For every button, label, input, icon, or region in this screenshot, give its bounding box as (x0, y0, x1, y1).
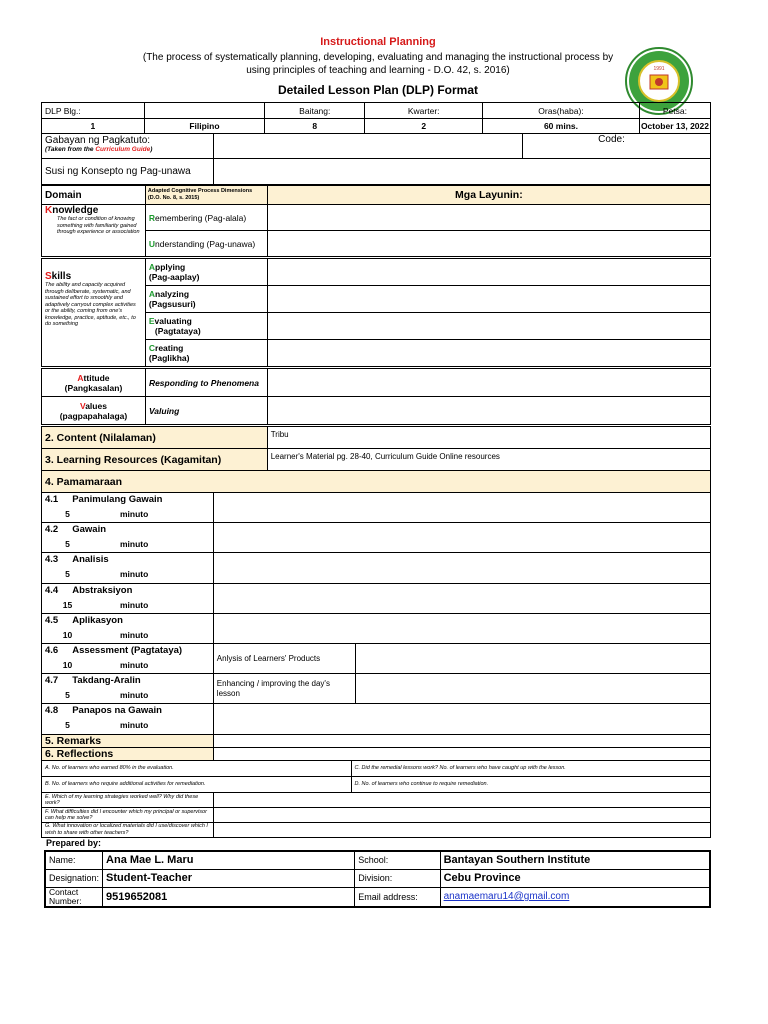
division-label: Division: (355, 869, 440, 887)
remarks-label: 5. Remarks (42, 735, 214, 748)
prepared-table (44, 850, 711, 908)
step-unit: minuto (120, 539, 149, 550)
analyzing-label: Analyzing (Pagsusuri) (145, 286, 267, 313)
skills-label: Skills (45, 271, 72, 282)
resources-label: 3. Learning Resources (Kagamitan) (42, 449, 268, 471)
evaluating-label: Evaluating (Pagtataya) (145, 313, 267, 340)
procedure-label: 4. Pamamaraan (42, 471, 711, 493)
step-mins: 15 (62, 599, 73, 610)
guide-note: (Taken from the Curriculum Guide) (45, 146, 153, 153)
school-label: School: (355, 851, 440, 869)
remembering-label: Remembering (Pag-alala) (145, 205, 267, 231)
reflections-grid (41, 760, 711, 793)
dlp-value: 1 (42, 119, 145, 134)
dlp-label: DLP Blg.: (42, 103, 145, 119)
step-mins: 5 (65, 690, 70, 701)
step-unit: minuto (120, 629, 149, 640)
reflection-d: D. No. of learners who continue to require remediation. (351, 777, 710, 793)
step-name: Aplikasyon (72, 614, 123, 626)
header-subtitle: (The process of systematically planning, developing, evaluating and managing the instructional process by using principles of teaching and learning - D.O. 42, s. 2016) (142, 52, 614, 76)
values-label: Values (pagpapahalaga) (42, 397, 146, 425)
step-num: 4.6 (45, 644, 59, 656)
step-mins: 10 (62, 629, 73, 640)
knowledge-label: Knowledge (45, 205, 99, 216)
designation-value: Student-Teacher (103, 869, 355, 887)
step-mins: 5 (65, 509, 70, 519)
procedure-row (42, 553, 711, 583)
grade-label: Baitang: (265, 103, 365, 119)
step-name: Gawain (72, 524, 107, 536)
procedure-row (42, 523, 711, 553)
dlp-title: Detailed Lesson Plan (DLP) Format (277, 83, 479, 97)
step-unit: minuto (120, 659, 149, 670)
logo-year: 1991 (653, 66, 665, 72)
step-num: 4.2 (45, 524, 59, 536)
procedure-row (42, 674, 711, 704)
header-title: Instructional Planning (320, 36, 436, 48)
division-value: Cebu Province (440, 869, 710, 887)
step-num: 4.7 (45, 675, 59, 687)
step-num: 4.8 (45, 705, 59, 717)
code-label: Code: (523, 134, 711, 159)
resources-value: Learner's Material pg. 28-40, Curriculum Guide Online resources (267, 449, 710, 471)
step-name: Abstraksiyon (72, 584, 133, 596)
knowledge-desc: The fact or condition of knowing something with familiarity gained through experience or association (57, 216, 140, 235)
reflection-f: F. What difficulties did I encounter which my principal or supervisor can help me solve? (42, 808, 214, 823)
step-name: Panapos na Gawain (72, 705, 162, 717)
reflections-label: 6. Reflections (42, 748, 214, 761)
procedure-row (42, 613, 711, 643)
name-label: Name: (45, 851, 103, 869)
step-mins: 5 (65, 569, 70, 580)
step-unit: minuto (120, 599, 149, 610)
step-unit: minuto (120, 720, 149, 731)
step-num: 4.5 (45, 614, 59, 626)
understanding-label: Understanding (Pag-unawa) (145, 231, 267, 257)
step-note: Enhancing / improving the day's lesson (213, 674, 355, 704)
reflection-g: G. What innovation or localized materials did I use/discover which I wish to share with other teachers? (42, 823, 214, 838)
step-unit: minuto (120, 509, 149, 519)
step-name: Analisis (72, 554, 109, 566)
date-value: October 13, 2022 (639, 119, 710, 134)
guide-table (41, 133, 711, 159)
step-unit: minuto (120, 569, 149, 580)
subject-value: Filipino (144, 119, 265, 134)
contact-value: 9519652081 (103, 887, 355, 907)
procedure-row (42, 493, 711, 523)
skills-desc: The ability and capacity acquired through deliberate, systematic, and sustained effort to smoothly and adaptively carryout complex activities or the ability, coming from one's knowledge, practice, aptitude, etc., to do something (45, 282, 136, 327)
values-value: Valuing (145, 397, 267, 425)
step-name: Takdang-Aralin (72, 675, 141, 687)
step-mins: 5 (65, 720, 70, 731)
skills-table (41, 258, 711, 367)
key-concept-table (41, 158, 711, 185)
step-num: 4.4 (45, 584, 59, 596)
school-value: Bantayan Southern Institute (440, 851, 710, 869)
reflection-b: B. No. of learners who require additional activities for remediation. (42, 777, 352, 793)
procedure-row (42, 704, 711, 734)
step-name: Assessment (Pagtataya) (72, 644, 183, 656)
name-value: Ana Mae L. Maru (103, 851, 355, 869)
quarter-value: 2 (365, 119, 483, 134)
info-table (41, 102, 711, 134)
applying-label: Applying (Pag-aaplay) (145, 259, 267, 286)
email-link[interactable]: anamaemaru14@gmail.com (443, 891, 570, 902)
duration-value: 60 mins. (483, 119, 640, 134)
reflection-a: A. No. of learners who earned 80% in the evaluation. (42, 761, 352, 777)
key-concept-label: Susi ng Konsepto ng Pag-unawa (42, 159, 214, 185)
procedure-table (41, 492, 711, 735)
step-num: 4.3 (45, 554, 59, 566)
step-unit: minuto (120, 690, 149, 701)
email-label: Email address: (355, 887, 440, 907)
step-mins: 10 (62, 659, 73, 670)
guide-label: Gabayan ng Pagkatuto: (45, 135, 151, 146)
step-num: 4.1 (45, 494, 59, 505)
reflections-table (41, 734, 711, 761)
prepared-label: Prepared by: (46, 838, 102, 848)
reflections-extra (41, 792, 711, 838)
objectives-label: Mga Layunin: (267, 186, 710, 205)
creating-label: Creating (Paglikha) (145, 340, 267, 367)
quarter-label: Kwarter: (365, 103, 483, 119)
attitude-label: Attitude (Pangkasalan) (42, 369, 146, 397)
adapted-dimensions: Adapted Cognitive Process Dimensions (D.O. No. 8, s. 2015) (145, 186, 267, 205)
grade-value: 8 (265, 119, 365, 134)
date-label: Petsa: (639, 103, 710, 119)
step-name: Panimulang Gawain (72, 494, 163, 505)
content-value: Tribu (267, 427, 710, 449)
reflection-e: E. Which of my learning strategies worked well? Why did these work? (42, 793, 214, 808)
attitude-table (41, 368, 711, 425)
domain-label: Domain (42, 186, 146, 205)
designation-label: Designation: (45, 869, 103, 887)
knowledge-table (41, 185, 711, 257)
procedure-row (42, 643, 711, 673)
step-mins: 5 (65, 539, 70, 550)
contact-label: Contact Number: (45, 887, 103, 907)
duration-label: Oras(haba): (483, 103, 640, 119)
content-label: 2. Content (Nilalaman) (42, 427, 268, 449)
attitude-value: Responding to Phenomena (145, 369, 267, 397)
step-note: Anlysis of Learners' Products (213, 643, 355, 673)
procedure-row (42, 583, 711, 613)
content-table (41, 426, 711, 493)
reflection-c: C. Did the remedial lessons work? No. of learners who have caught up with the lesson. (351, 761, 710, 777)
